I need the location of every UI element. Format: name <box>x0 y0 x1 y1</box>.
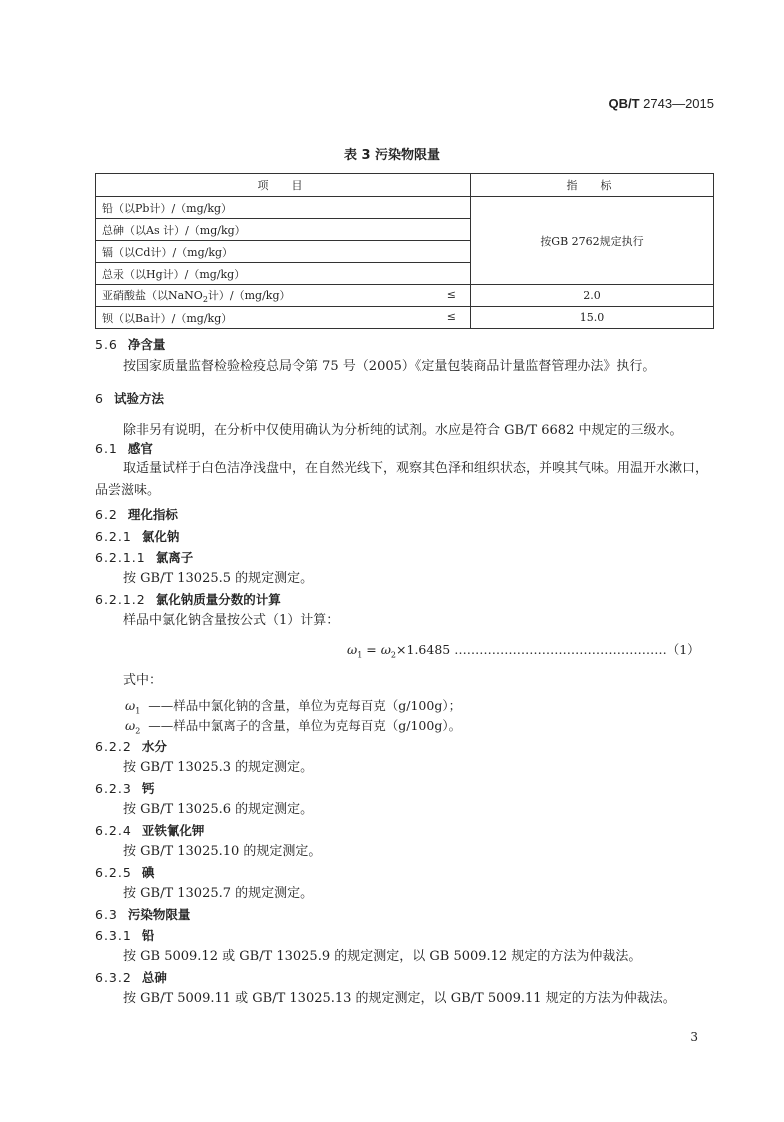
section-6-2-4: 6.2.4 亚铁氰化钾 按 GB/T 13025.10 的规定测定。 <box>95 823 322 859</box>
section-6-2-3: 6.2.3 钙 按 GB/T 13025.6 的规定测定。 <box>95 781 314 817</box>
row-item-nitrite: 亚硝酸盐（以NaNO$_2$计）/（mg/kg） ≤ <box>96 285 471 307</box>
formula-1: $\omega_1 = \omega_2\times 1.6485$ ……………………………………………（1） <box>347 642 700 660</box>
row-value-nitrite: 2.0 <box>471 285 714 307</box>
section-5-6: 5.6 净含量 按国家质量监督检验检疫总局令第 75 号（2005）《定量包装商品计量监督管理办法》执行。 <box>95 337 656 374</box>
section-6-2-1: 6.2.1 氯化钠 <box>95 529 180 544</box>
row-value-barium: 15.0 <box>471 307 714 329</box>
section-6-2-1-1: 6.2.1.1 氯离子 按 GB/T 13025.5 的规定测定。 <box>95 550 314 586</box>
table-title: 表 3 污染物限量 <box>343 148 441 163</box>
row-item-barium: 钡（以Ba计）/（mg/kg） ≤ <box>96 307 471 329</box>
section-6: 6 试验方法 除非另有说明，在分析中仅使用确认为分析纯的试剂。水应是符合 GB/T 6682 中规定的三级水。 <box>95 391 683 438</box>
le-symbol: ≤ <box>446 310 456 323</box>
variable-definition: $\omega_1$ ——样品中氯化钠的含量，单位为克每百克（g/100g）； <box>125 698 462 716</box>
section-6-2-5: 6.2.5 碘 按 GB/T 13025.7 的规定测定。 <box>95 865 314 901</box>
table-row <box>96 285 714 307</box>
le-symbol: ≤ <box>446 288 456 301</box>
variable-definition: $\omega_2$ ——样品中氯离子的含量，单位为克每百克（g/100g）。 <box>125 718 462 736</box>
contaminant-limits-table <box>95 173 714 329</box>
section-6-3: 6.3 污染物限量 <box>95 907 191 922</box>
row-item-mercury: 总汞（以Hg计）/（mg/kg） <box>96 263 471 285</box>
section-6-2: 6.2 理化指标 <box>95 507 178 522</box>
section-6-2-2: 6.2.2 水分 按 GB/T 13025.3 的规定测定。 <box>95 739 314 775</box>
row-item-arsenic: 总砷（以As 计）/（mg/kg） <box>96 219 471 241</box>
table-row <box>96 197 714 219</box>
section-6-3-2: 6.3.2 总砷 按 GB/T 5009.11 或 GB/T 13025.13 的规定测定，以 GB/T 5009.11 规定的方法为仲裁法。 <box>95 970 676 1006</box>
merged-value-cell: 按GB 2762规定执行 <box>471 197 714 285</box>
page-number: 3 <box>690 1030 698 1044</box>
section-6-3-1: 6.3.1 铅 按 GB 5009.12 或 GB/T 13025.9 的规定测定，以 GB 5009.12 规定的方法为仲裁法。 <box>95 928 642 964</box>
row-item-cadmium: 镉（以Cd计）/（mg/kg） <box>96 241 471 263</box>
column-header-index: 指 标 <box>471 174 714 197</box>
where-intro: 式中： <box>123 673 163 688</box>
standard-code: QB/T 2743—2015 <box>608 96 714 111</box>
section-6-1: 6.1 感官 取适量试样于白色洁净浅盘中，在自然光线下，观察其色泽和组织状态，并嗅其气味。用温开水漱口，品尝滋味。 <box>95 441 709 498</box>
section-6-2-1-2: 6.2.1.2 氯化钠质量分数的计算 样品中氯化钠含量按公式（1）计算： <box>95 592 340 628</box>
row-item-lead: 铅（以Pb计）/（mg/kg） <box>96 197 471 219</box>
table-row <box>96 307 714 329</box>
column-header-item: 项 目 <box>96 174 471 197</box>
